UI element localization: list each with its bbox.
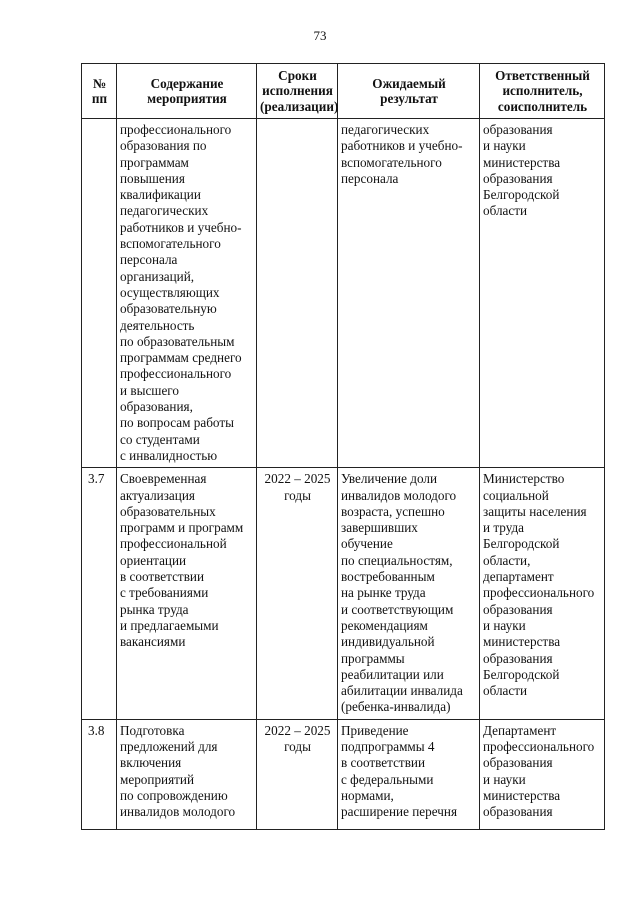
table-row: [82, 119, 605, 468]
table-row: [82, 719, 605, 829]
result-cell: Приведение подпрограммы 4 в соответствии с федеральными нормами, расширение перечня: [338, 719, 480, 829]
result-cell: Увеличение доли инвалидов молодого возраста, успешно завершивших обучение по специальностям, востребованным на рынке труда и соответствующим рекомендациям индивидуальной программы реабилитации или абилитации инвалида (ребенка-инвалида): [338, 468, 480, 719]
content-cell: Своевременная актуализация образовательных программ и программ профессиональной ориентации в соответствии с требованиями рынка труда и предлагаемыми вакансиями: [117, 468, 257, 719]
header-num: № пп: [82, 64, 117, 119]
content-cell: Подготовка предложений для включения мероприятий по сопровождению инвалидов молодого: [117, 719, 257, 829]
result-cell: педагогических работников и учебно- вспомогательного персонала: [338, 119, 480, 468]
term-cell: [257, 119, 338, 468]
header-content: Содержание мероприятия: [117, 64, 257, 119]
row-number-cell: 3.8: [82, 719, 117, 829]
term-cell: 2022 – 2025 годы: [257, 468, 338, 719]
executor-cell: Департамент профессионального образования и науки министерства образования: [480, 719, 605, 829]
term-cell: 2022 – 2025 годы: [257, 719, 338, 829]
row-number-cell: 3.7: [82, 468, 117, 719]
page-number: 73: [313, 28, 327, 43]
header-executor: Ответственный исполнитель, соисполнитель: [480, 64, 605, 119]
header-term: Сроки исполнения (реализации): [257, 64, 338, 119]
header-result: Ожидаемый результат: [338, 64, 480, 119]
measures-table: [81, 63, 605, 830]
executor-cell: Министерство социальной защиты населения и труда Белгородской области, департамент профессионального образования и науки министерства образования Белгородской области: [480, 468, 605, 719]
content-cell: профессионального образования по программам повышения квалификации педагогических работников и учебно- вспомогательного персонала организаций, осуществляющих образовательную деятельность по образовательным программам среднего профессионального и высшего образования, по вопросам работы со студентами с инвалидностью: [117, 119, 257, 468]
table-row: [82, 468, 605, 719]
executor-cell: образования и науки министерства образования Белгородской области: [480, 119, 605, 468]
table-header-row: [82, 64, 605, 119]
row-number-cell: [82, 119, 117, 468]
